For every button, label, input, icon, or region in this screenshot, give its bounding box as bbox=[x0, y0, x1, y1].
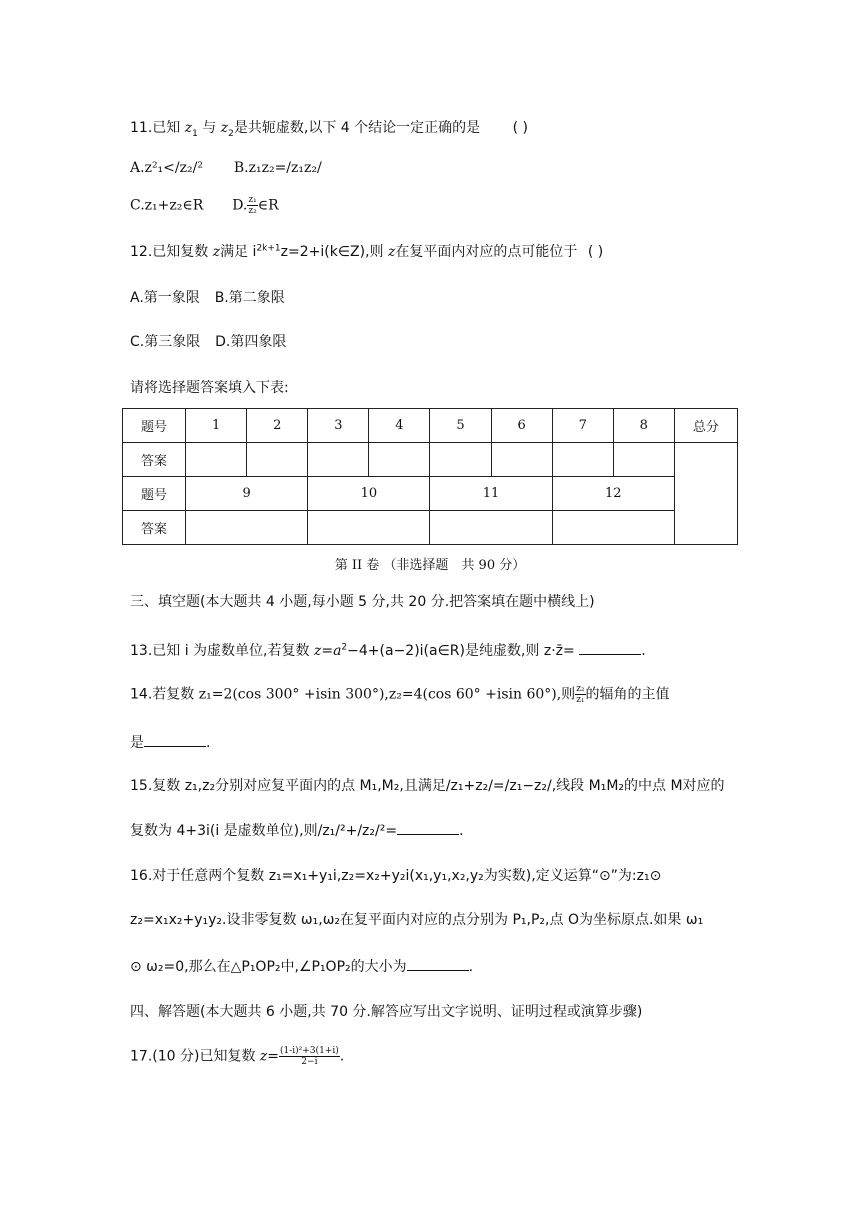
table-cell-number: 3 bbox=[308, 409, 369, 443]
q16: 16.对于任意两个复数 z₁=x₁+y₁i,z₂=x₂+y₂i(x₁,y₁,x₂,y₂为实数),定义运算“⊙”为:z₁⊙ bbox=[130, 868, 662, 884]
q11-answer-paren: ( ) bbox=[512, 120, 528, 136]
q14-end: . bbox=[206, 735, 211, 751]
q16-line2: z₂=x₁x₂+y₁y₂.设非零复数 ω₁,ω₂在复平面内对应的点分别为 P₁,P₂,点 O为坐标原点.如果 ω₁ bbox=[130, 912, 704, 928]
q13-text-d: −4+(a−2)i(a∈R)是纯虚数,则 z·z̄= bbox=[347, 643, 575, 659]
q14-continued bbox=[130, 732, 210, 753]
answer-cell[interactable] bbox=[430, 511, 552, 545]
q11-text-b: 与 bbox=[202, 120, 221, 136]
q12-text-a: 12.已知复数 bbox=[130, 244, 213, 260]
q11-stem bbox=[130, 118, 528, 138]
q14-expr: z₁=2(cos 300° +isin 300°),z₂=4(cos 60° +isin 60°),则 bbox=[198, 686, 576, 703]
answer-cell[interactable] bbox=[308, 511, 430, 545]
q11-sub1: 1 bbox=[192, 128, 198, 139]
answer-cell[interactable] bbox=[552, 511, 674, 545]
table-intro: 请将选择题答案填入下表: bbox=[130, 380, 289, 396]
q14-den: z₁ bbox=[576, 695, 585, 705]
q12-optC: C.第三象限 bbox=[130, 334, 201, 350]
q11-optD-num: z₁ bbox=[248, 195, 257, 205]
q12-optA: A.第一象限 bbox=[130, 290, 200, 306]
table-cell-number: 9 bbox=[186, 477, 308, 511]
table-total-label: 总分 bbox=[674, 409, 737, 443]
q17 bbox=[130, 1046, 344, 1067]
q11-options-ab bbox=[130, 158, 322, 178]
q12-optB: B.第二象限 bbox=[214, 290, 285, 306]
answer-cell[interactable] bbox=[247, 443, 308, 477]
q15-text-b: 复数为 4+3i(i 是虚数单位),则/z₁/²+/z₂/²= bbox=[130, 823, 398, 839]
q11-text-a: 11.已知 bbox=[130, 120, 185, 136]
answer-cell[interactable] bbox=[308, 443, 369, 477]
table-cell-number: 8 bbox=[613, 409, 674, 443]
volume-caption: 第 II 卷 （非选择题 共 90 分） bbox=[334, 558, 526, 573]
q13 bbox=[130, 640, 646, 661]
q12-stem bbox=[130, 242, 603, 262]
q11-optD-label: D. bbox=[232, 197, 248, 214]
table-cell-number: 10 bbox=[308, 477, 430, 511]
q17-end: . bbox=[339, 1048, 345, 1065]
q11-z2: z bbox=[220, 120, 229, 136]
q17-fraction bbox=[279, 1046, 340, 1067]
q15-answer-blank[interactable] bbox=[397, 820, 459, 835]
table-row-numbers-1 bbox=[123, 409, 738, 443]
q11-z1: z bbox=[184, 120, 193, 136]
q16-end: . bbox=[468, 959, 474, 975]
q12-exponent: 2k+1 bbox=[256, 243, 281, 254]
table-row-answers-2 bbox=[123, 511, 738, 545]
section-3-heading: 三、填空题(本大题共 4 小题,每小题 5 分,共 20 分.把答案填在题中横线上) bbox=[130, 594, 595, 610]
table-cell-number: 6 bbox=[491, 409, 552, 443]
table-cell-number: 1 bbox=[186, 409, 247, 443]
q11-optD-den: z₂ bbox=[248, 206, 257, 216]
q16-answer-blank[interactable] bbox=[407, 956, 469, 971]
answer-table bbox=[122, 408, 738, 545]
answer-cell[interactable] bbox=[552, 443, 613, 477]
q13-sup: 2 bbox=[341, 642, 348, 653]
table-row-numbers-2 bbox=[123, 477, 738, 511]
q14 bbox=[130, 684, 670, 705]
q11-optA-label: A. bbox=[130, 160, 145, 176]
table-header-label: 题号 bbox=[123, 477, 186, 511]
q15-continued bbox=[130, 820, 464, 841]
table-answer-label: 答案 bbox=[123, 511, 186, 545]
answer-cell[interactable] bbox=[613, 443, 674, 477]
answer-cell[interactable] bbox=[369, 443, 430, 477]
q12-answer-paren: ( ) bbox=[587, 244, 604, 260]
q17-text-a: 17.(10 分)已知复数 bbox=[130, 1048, 260, 1065]
q17-den: 2−i bbox=[301, 1057, 318, 1067]
q14-text-c: 的辐角的主值 bbox=[585, 686, 670, 703]
q11-optB-expr: z₁z₂=/z₁z₂/ bbox=[248, 160, 322, 176]
q14-answer-blank[interactable] bbox=[144, 732, 206, 747]
section-4-heading: 四、解答题(本大题共 6 小题,共 70 分.解答应写出文字说明、证明过程或演算步骤) bbox=[130, 1004, 643, 1020]
q12-options-cd bbox=[130, 332, 286, 352]
table-cell-number: 11 bbox=[430, 477, 552, 511]
answer-cell[interactable] bbox=[430, 443, 491, 477]
table-row-answers-1 bbox=[123, 443, 738, 477]
answer-cell[interactable] bbox=[186, 443, 247, 477]
table-cell-number: 4 bbox=[369, 409, 430, 443]
q11-optC-expr: z₁+z₂∈R bbox=[144, 197, 204, 214]
q12-z: z bbox=[212, 244, 221, 260]
q11-optC-label: C. bbox=[130, 197, 145, 214]
q16-line3 bbox=[130, 956, 473, 977]
q11-optD-tail: ∈R bbox=[257, 197, 279, 214]
answer-cell[interactable] bbox=[186, 511, 308, 545]
q13-answer-blank[interactable] bbox=[579, 640, 641, 655]
q16-text-c: ⊙ ω₂=0,那么在△P₁OP₂中,∠P₁OP₂的大小为 bbox=[130, 959, 407, 975]
q12-optD: D.第四象限 bbox=[215, 334, 287, 350]
q11-optA-expr: z²₁</z₂/² bbox=[144, 160, 203, 176]
q13-text-a: 13.已知 i 为虚数单位,若复数 bbox=[130, 643, 314, 659]
q11-sub2: 2 bbox=[228, 128, 234, 139]
q15-end: . bbox=[459, 823, 464, 839]
q11-options-cd bbox=[130, 195, 279, 216]
table-header-label: 题号 bbox=[123, 409, 186, 443]
table-answer-label: 答案 bbox=[123, 443, 186, 477]
q14-text-a: 14.若复数 bbox=[130, 686, 199, 703]
q14-text-d: 是 bbox=[130, 735, 144, 751]
q14-num: z₂ bbox=[576, 684, 585, 694]
table-cell-number: 5 bbox=[430, 409, 491, 443]
table-cell-number: 7 bbox=[552, 409, 613, 443]
table-cell-number: 12 bbox=[552, 477, 674, 511]
q12-text-c: z=2+i(k∈Z),则 bbox=[280, 244, 388, 260]
q12-text-d: 在复平面内对应的点可能位于 bbox=[395, 244, 578, 260]
q11-text-c: 是共轭虚数,以下 4 个结论一定正确的是 bbox=[233, 120, 481, 136]
q17-z: z= bbox=[259, 1048, 280, 1065]
q11-optD-fraction bbox=[247, 195, 257, 216]
q14-fraction bbox=[575, 684, 585, 705]
total-score-cell[interactable] bbox=[674, 443, 737, 545]
q11-optB-label: B. bbox=[233, 160, 249, 176]
q13-end: . bbox=[641, 643, 646, 659]
q13-expr: z=a bbox=[313, 643, 342, 659]
answer-cell[interactable] bbox=[491, 443, 552, 477]
table-cell-number: 2 bbox=[247, 409, 308, 443]
q12-options-ab bbox=[130, 288, 285, 308]
q12-z-2: z bbox=[388, 244, 396, 260]
q12-text-b: 满足 i bbox=[220, 244, 257, 260]
q17-num: (1-i)²+3(1+i) bbox=[280, 1046, 339, 1056]
q15: 15.复数 z₁,z₂分别对应复平面内的点 M₁,M₂,且满足/z₁+z₂/=/z₁−z₂/,线段 M₁M₂的中点 M对应的 bbox=[130, 778, 725, 794]
